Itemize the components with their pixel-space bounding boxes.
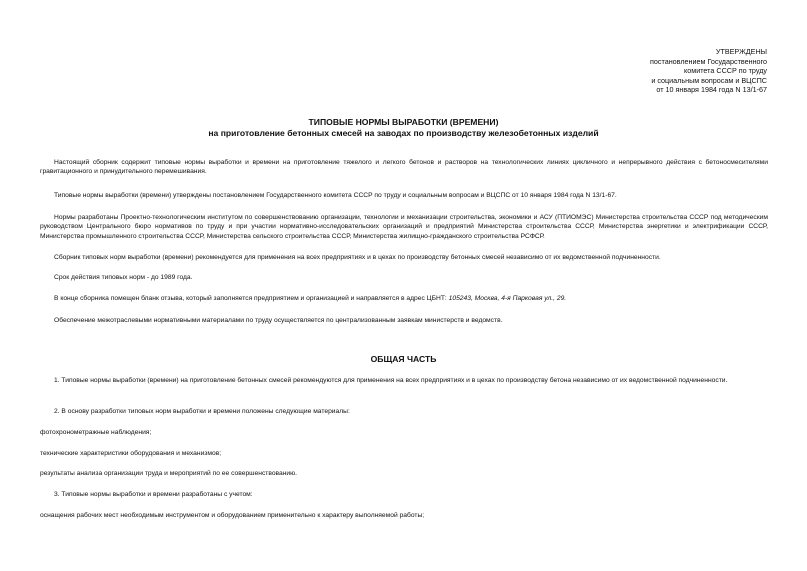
intro-paragraph-7: Обеспечение межотраслевыми нормативными материалами по труду осуществляется по централизованным заявкам министерств и ведомств. [54, 317, 503, 324]
list-item: результаты анализа организации труда и мероприятий по ее совершенствованию. [40, 470, 298, 477]
intro-paragraph-6 [40, 294, 768, 303]
approval-line: от 10 января 1984 года N 13/1-67 [656, 85, 767, 95]
approval-line: постановлением Государственного [650, 56, 767, 66]
intro-paragraph-2: Типовые нормы выработки (времени) утверждены постановлением Государственного комитета СССР по труду и социальным вопросам и ВЦСПС от 10 января 1984 года N 13/1-67. [54, 192, 617, 199]
document-title [0, 117, 807, 139]
approval-stamp [650, 47, 767, 95]
approval-line: и социальным вопросам и ВЦСПС [651, 75, 767, 85]
list-item: технические характеристики оборудования и механизмов; [40, 450, 222, 457]
title-line-2: на приготовление бетонных смесей на заводах по производству железобетонных изделий [208, 128, 599, 138]
intro-paragraph-3: Нормы разработаны Проектно-технологическим институтом по совершенствованию организации, технологии и механизации строительства, экономики и АСУ (ПТИОМЭС) Министерства строительства СССР под методическим руководством Центрального бюро нормативов по труду и при участии нормативно-исследовательских организаций и предприятий Министерства строительства СССР, Министерства энергетики и электрификации СССР, Министерства промышленного строительства СССР, Министерства сельского строительства СССР, Министерства жилищно-гражданского строительства РСФСР. [40, 214, 768, 240]
list-item: оснащения рабочих мест необходимым инструментом и оборудованием применительно к характеру выполняемой работы; [40, 512, 425, 519]
intro-paragraph-5: Срок действия типовых норм - до 1989 года. [54, 274, 193, 281]
title-line-1: ТИПОВЫЕ НОРМЫ ВЫРАБОТКИ (ВРЕМЕНИ) [308, 117, 499, 127]
section-title: ОБЩАЯ ЧАСТЬ [370, 354, 437, 364]
section-paragraph-2: 2. В основу разработки типовых норм выработки и времени положены следующие материалы: [54, 408, 350, 415]
intro-paragraph-6-text: В конце сборника помещен бланк отзыва, который заполняется предприятием и организацией и направляется в адрес ЦБНТ: [54, 295, 449, 302]
section-paragraph-3: 3. Типовые нормы выработки и времени разработаны с учетом: [54, 491, 253, 498]
section-paragraph-1: 1. Типовые нормы выработки (времени) на приготовление бетонных смесей рекомендуются для применения на всех предприятиях и в цехах по производству бетона независимо от их ведомственной подчиненности. [54, 377, 728, 384]
intro-paragraph-4: Сборник типовых норм выработки (времени) рекомендуется для применения на всех предприятиях и в цехах по производству бетонных смесей независимо от их ведомственной подчиненности. [54, 254, 661, 261]
approval-line: УТВЕРЖДЕНЫ [715, 47, 767, 56]
intro-paragraph-1: Настоящий сборник содержит типовые нормы выработки и времени на приготовление тяжелого и легкого бетонов и растворов на технологических линиях цикличного и непрерывного действия с бетоносмесителями гравитационного и принудительного перемешивания. [40, 159, 768, 176]
address: 105243, Москва, 4-я Парковая ул., 29. [448, 295, 567, 302]
approval-line: комитета СССР по труду [684, 66, 767, 76]
list-item: фотохронометражные наблюдения; [40, 429, 152, 436]
